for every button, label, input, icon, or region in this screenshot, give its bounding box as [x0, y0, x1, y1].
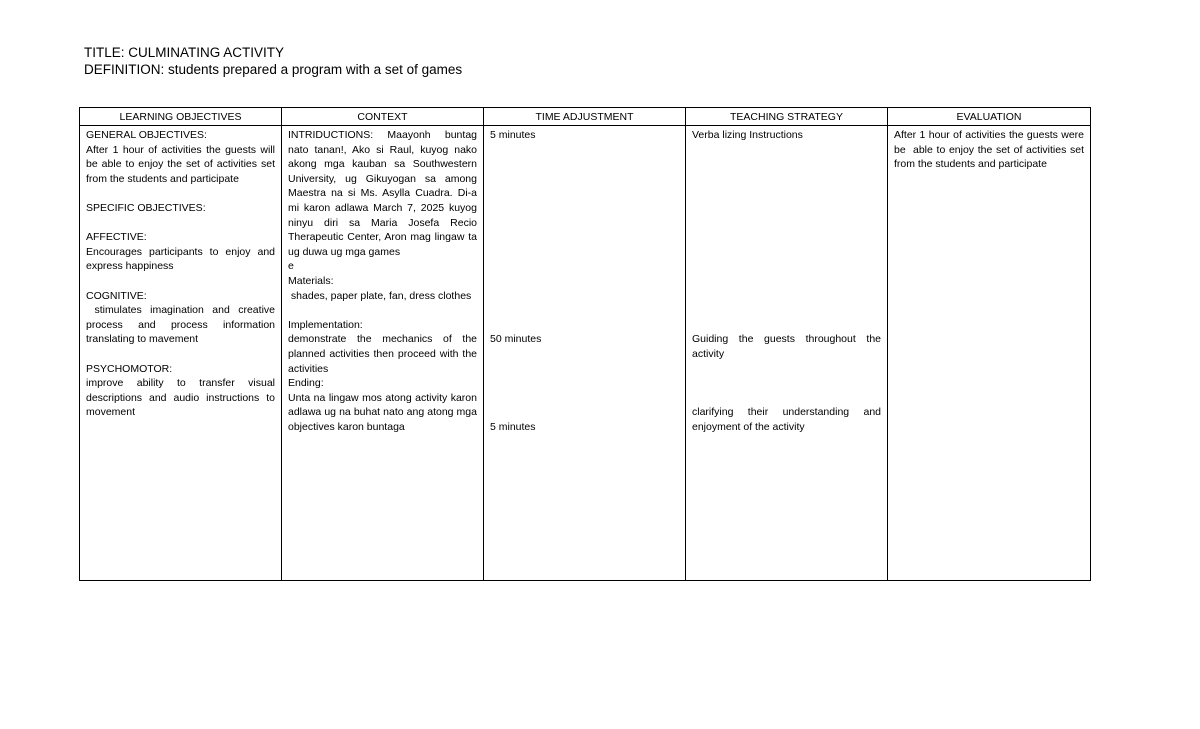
context-cell — [282, 126, 484, 581]
lesson-plan-table — [79, 107, 1091, 581]
teaching-strategy-cell — [686, 126, 888, 581]
implementation-heading: Implementation: — [288, 318, 363, 331]
document-definition: DEFINITION: students prepared a program with a set of games — [84, 62, 463, 77]
affective-heading: AFFECTIVE: — [86, 231, 147, 244]
column-header-teaching-strategy: TEACHING STRATEGY — [686, 108, 888, 126]
evaluation-cell — [888, 126, 1091, 581]
general-objectives-heading: GENERAL OBJECTIVES: — [86, 129, 207, 141]
specific-objectives-heading: SPECIFIC OBJECTIVES: — [86, 201, 206, 214]
introduction-text: INTRIDUCTIONS: Maayonh buntag nato tanan!, Ako si Raul, kuyog nako akong mga kauban sa Southwestern University, ug Gikuyogan sa among Maestra na si Ms. Asylla Cuadra. Di-a mi karon adlawa March 7, 2025 kuyog ninyu diri sa Maria Josefa Recio Therapeutic Center, Aron mag lingaw ta ug duwa ug mga games — [288, 129, 477, 258]
cognitive-heading: COGNITIVE: — [86, 289, 147, 302]
evaluation-text: After 1 hour of activities the guests were be able to enjoy the set of activities set from the students and participate — [894, 129, 1087, 171]
document-header — [84, 44, 462, 78]
column-header-learning-objectives: LEARNING OBJECTIVES — [80, 108, 282, 126]
ending-text: Unta na lingaw mos atong activity karon adlawa ug na buhat nato ang atong mga objectives karon buntaga — [288, 391, 477, 433]
psychomotor-heading: PSYCHOMOTOR: — [86, 362, 173, 375]
general-objectives-text: After 1 hour of activities the guests will be able to enjoy the set of activities set from the students and participate — [86, 143, 275, 185]
column-header-time-adjustment: TIME ADJUSTMENT — [484, 108, 686, 126]
strategy-ending: clarifying their understanding and enjoyment of the activity — [692, 406, 881, 433]
affective-text: Encourages participants to enjoy and express happiness — [86, 245, 275, 273]
materials-text: shades, paper plate, fan, dress clothes — [288, 289, 472, 302]
strategy-implementation: Guiding the guests throughout the activity — [692, 333, 881, 360]
cognitive-text: stimulates imagination and creative process and process information translating to mavement — [86, 304, 278, 346]
table-header-row — [80, 108, 1091, 126]
implementation-text: demonstrate the mechanics of the planned activities then proceed with the activities — [288, 333, 477, 375]
table-row — [80, 126, 1091, 581]
column-header-evaluation: EVALUATION — [888, 108, 1091, 126]
stray-text: e — [288, 260, 294, 273]
time-implementation: 50 minutes — [490, 333, 542, 345]
time-adjustment-cell — [484, 126, 686, 581]
materials-heading: Materials: — [288, 274, 334, 287]
strategy-intro: Verba lizing Instructions — [692, 129, 803, 141]
ending-heading: Ending: — [288, 377, 324, 390]
psychomotor-text: improve ability to transfer visual descriptions and audio instructions to movement — [86, 377, 275, 419]
column-header-context: CONTEXT — [282, 108, 484, 126]
time-ending: 5 minutes — [490, 421, 536, 433]
document-title: TITLE: CULMINATING ACTIVITY — [84, 45, 285, 60]
time-intro: 5 minutes — [490, 129, 536, 141]
learning-objectives-cell — [80, 126, 282, 581]
